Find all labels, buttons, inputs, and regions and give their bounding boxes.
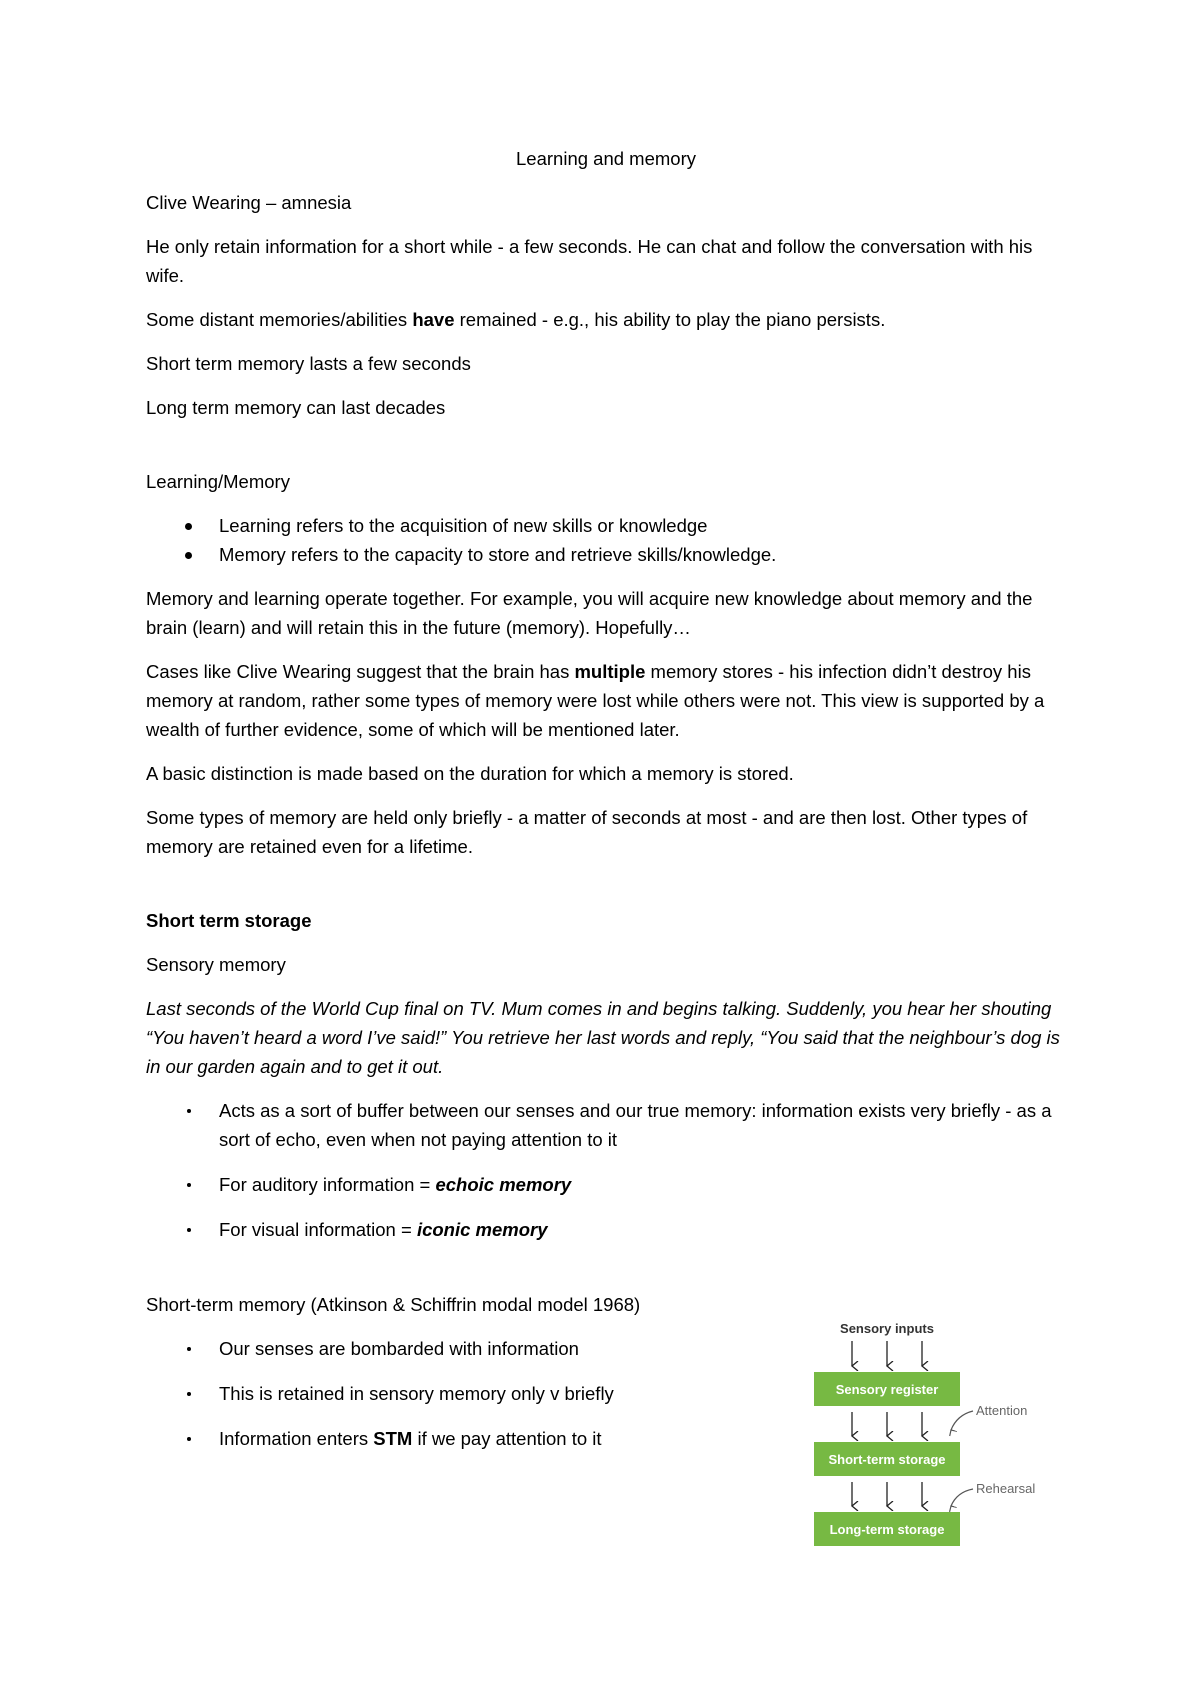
document-title: Learning and memory	[516, 148, 696, 169]
paragraph-cases	[146, 657, 1066, 744]
list-item: Learning refers to the acquisition of new skills or knowledge	[146, 511, 1066, 540]
short-term-storage-label: Short-term storage	[828, 1452, 946, 1467]
rehearsal-arrows	[852, 1482, 922, 1506]
paragraph-operate-together: Memory and learning operate together. For example, you will acquire new knowledge about memory and the brain (learn) and will retain this in the future (memory). Hopefully…	[146, 588, 1033, 638]
emphasis-multiple: multiple	[574, 661, 646, 682]
document-page	[146, 144, 1066, 1469]
paragraph-types-of-memory: Some types of memory are held only briefly - a matter of seconds at most - and are then lost. Other types of memory are retained even for a lifetime.	[146, 807, 1028, 857]
text-segment: For auditory information =	[219, 1174, 436, 1195]
list-item: Acts as a sort of buffer between our senses and our true memory: information exists very briefly - as a sort of echo, even when not paying attention to it	[146, 1096, 1066, 1154]
attention-curve-arrow-icon	[951, 1411, 973, 1430]
list-item	[146, 1215, 1066, 1244]
attention-label: Attention	[976, 1403, 1028, 1418]
emphasis-have: have	[412, 309, 455, 330]
paragraph-retain-info: He only retain information for a short while - a few seconds. He can chat and follow the conversation with his wife.	[146, 236, 1033, 286]
heading-learning-memory: Learning/Memory	[146, 471, 290, 492]
text-segment: memory stores - his infection didn’t destroy his memory at random, rather some types of memory were lost while others were not. This view is supported by a wealth of further evidence, some of which will be mentioned later.	[146, 661, 1045, 740]
rehearsal-label: Rehearsal	[976, 1481, 1036, 1496]
emphasis-stm: STM	[373, 1428, 413, 1449]
sensory-list	[146, 1096, 1066, 1244]
sensory-inputs-label: Sensory inputs	[840, 1321, 934, 1336]
paragraph-basic-distinction: A basic distinction is made based on the duration for which a memory is stored.	[146, 763, 794, 784]
heading-sensory-memory: Sensory memory	[146, 954, 286, 975]
text-segment: remained - e.g., his ability to play the piano persists.	[454, 309, 886, 330]
attention-arrows	[852, 1412, 922, 1436]
text-segment: Information enters	[219, 1428, 374, 1449]
emphasis-echoic: echoic memory	[435, 1174, 572, 1195]
learning-memory-list	[146, 511, 1066, 569]
list-item	[146, 1170, 1066, 1199]
heading-short-term-storage: Short term storage	[146, 910, 312, 931]
paragraph-clive-wearing: Clive Wearing – amnesia	[146, 192, 352, 213]
paragraph-long-term: Long term memory can last decades	[146, 397, 446, 418]
list-item: Our senses are bombarded with information	[146, 1334, 1066, 1363]
list-item: This is retained in sensory memory only v briefly	[146, 1379, 1066, 1408]
modal-model-diagram	[805, 1318, 1065, 1558]
long-term-storage-label: Long-term storage	[829, 1522, 945, 1537]
sensory-register-label: Sensory register	[835, 1382, 939, 1397]
heading-short-term-memory: Short-term memory (Atkinson & Schiffrin modal model 1968)	[146, 1294, 641, 1315]
emphasis-iconic: iconic memory	[416, 1219, 548, 1240]
quote-world-cup: Last seconds of the World Cup final on TV. Mum comes in and begins talking. Suddenly, you hear her shouting “You haven’t heard a word I’ve said!” You retrieve her last words and reply, “You said that the neighbour’s dog is in our garden again and to get it out.	[146, 998, 1060, 1077]
paragraph-short-term: Short term memory lasts a few seconds	[146, 353, 471, 374]
modal-model-svg	[805, 1318, 1065, 1558]
text-segment: For visual information =	[219, 1219, 417, 1240]
text-segment: if we pay attention to it	[412, 1428, 602, 1449]
text-segment: Some distant memories/abilities	[146, 309, 413, 330]
rehearsal-curve-arrow-icon	[951, 1489, 973, 1506]
paragraph-distant-memories	[146, 305, 1066, 334]
list-item: Memory refers to the capacity to store and retrieve skills/knowledge.	[146, 540, 1066, 569]
text-segment: Cases like Clive Wearing suggest that the brain has	[146, 661, 575, 682]
input-arrows	[852, 1341, 922, 1366]
